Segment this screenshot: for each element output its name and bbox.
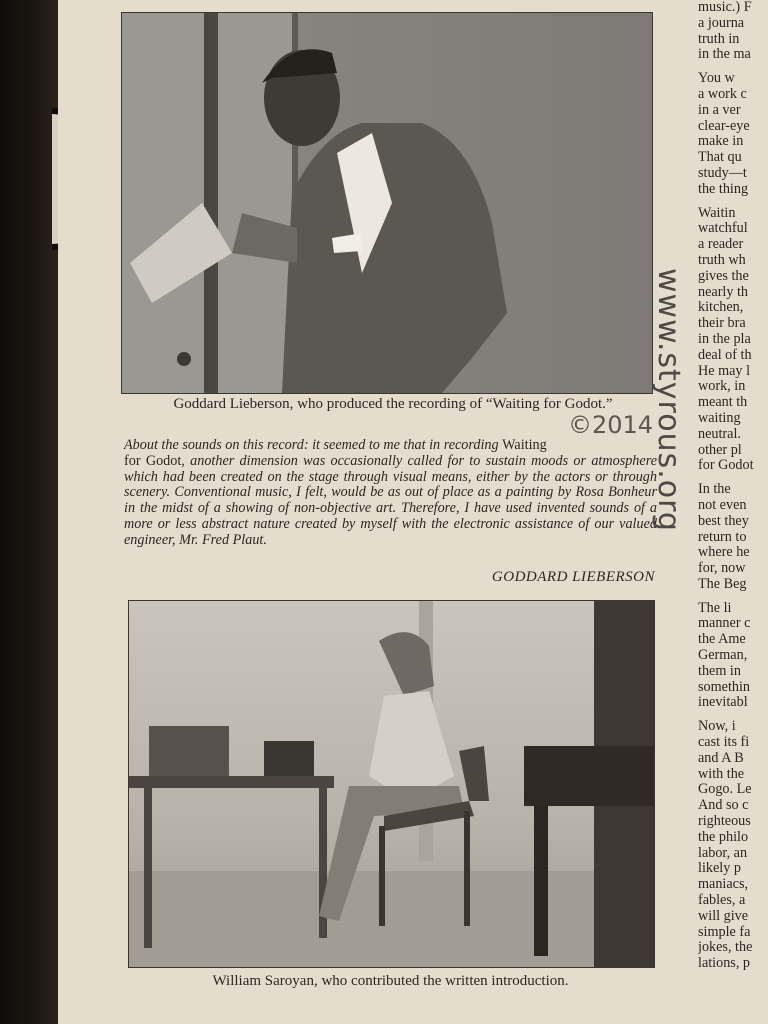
right-column-line: maniacs, <box>698 876 749 893</box>
right-column-line: neutral. <box>698 425 741 442</box>
right-column-line: music.) F <box>698 0 752 15</box>
right-column-line: best they <box>698 512 749 529</box>
photo-william-saroyan <box>128 600 655 968</box>
right-column-line: in the pla <box>698 330 751 347</box>
right-column-line: The Beg <box>698 575 747 592</box>
right-column-line: inevitabl <box>698 694 748 711</box>
right-column-line: for, now <box>698 560 746 577</box>
right-column-line: German, <box>698 647 748 664</box>
right-column-line: a journa <box>698 14 745 31</box>
note-text-1: About the sounds on this record: it seemed to me that in recording <box>124 437 503 453</box>
watermark-copyright: ©2014 <box>568 411 654 439</box>
note-title-a: Waiting <box>502 437 547 453</box>
right-column-line: The li <box>698 599 732 616</box>
right-column-line: watchful <box>698 220 748 237</box>
right-column-line: righteous <box>698 813 751 830</box>
right-column-line: Now, i <box>698 718 736 735</box>
sounds-note <box>124 438 657 549</box>
right-column-line: work, in <box>698 378 746 395</box>
right-column-line: where he <box>698 544 750 561</box>
right-column-line: jokes, the <box>698 939 753 956</box>
note-signature: GODDARD LIEBERSON <box>491 569 655 585</box>
right-column-line: truth wh <box>698 251 746 268</box>
right-column-line: and A B <box>698 749 744 766</box>
right-column-line: cast its fi <box>698 734 750 751</box>
photo1-caption: Goddard Lieberson, who produced the recording of “Waiting for Godot.” <box>173 396 613 412</box>
right-column-line: a reader <box>698 236 744 253</box>
note-title-b: for Godot, <box>124 452 185 469</box>
photo-goddard-lieberson <box>121 12 653 394</box>
right-column-line: for Godot <box>698 457 754 474</box>
right-column-line: nearly th <box>698 283 749 300</box>
right-column-line: the thing <box>698 180 749 197</box>
right-column-line: In the <box>698 481 731 498</box>
right-column-line: a work c <box>698 85 747 102</box>
right-column-line: make in <box>698 133 744 150</box>
right-column-line: other pl <box>698 441 742 458</box>
right-column-line: clear-eye <box>698 117 750 134</box>
right-column-line: the Ame <box>698 631 746 648</box>
right-column-line: Gogo. Le <box>698 781 752 798</box>
right-column-line: labor, an <box>698 844 748 861</box>
right-column-text <box>698 0 768 1024</box>
right-column-line: study—t <box>698 164 747 181</box>
right-column-line: likely p <box>698 860 741 877</box>
book-binding <box>0 0 58 1024</box>
right-column-line: manner c <box>698 615 751 632</box>
right-column-line: lations, p <box>698 955 751 972</box>
right-column-line: their bra <box>698 315 746 332</box>
right-column-line: waiting <box>698 409 741 426</box>
right-column-line: truth in <box>698 30 740 47</box>
right-column-line: fables, a <box>698 892 746 909</box>
right-column-line: with the <box>698 765 745 782</box>
watermark-url: www.styrous.org <box>651 268 686 532</box>
right-column-line: somethin <box>698 678 751 695</box>
right-column-line: You w <box>698 70 735 87</box>
right-column-line: That qu <box>698 149 742 166</box>
right-column-line: return to <box>698 528 747 545</box>
right-column-line: will give <box>698 907 749 924</box>
right-column-line: deal of th <box>698 346 752 363</box>
note-text-2: another dimension was occasionally called for to sustain moods or atmosphere which had been created on the stage through visual means, either by the actors or through scenery. Conventional music, I felt, would be as out of place as a painting by Rosa Bonheur in the midst of a showing of non-objective art. Therefore, I have used invented sounds of a more or less abstract nature created by myself with the electronic assistance of our valued engineer, Mr. Fred Plaut. <box>124 452 657 548</box>
right-column-line: simple fa <box>698 923 751 940</box>
right-column-line: He may l <box>698 362 751 379</box>
right-column-line: the philo <box>698 828 749 845</box>
right-column-line: gives the <box>698 267 749 284</box>
photo2-caption: William Saroyan, who contributed the written introduction. <box>212 973 569 989</box>
right-column-line: Waitin <box>698 204 736 221</box>
right-column-line: And so c <box>698 797 749 814</box>
right-column-line: in a ver <box>698 101 741 118</box>
right-column-line: in the ma <box>698 46 751 63</box>
right-column-line: them in <box>698 662 741 679</box>
right-column-line: kitchen, <box>698 299 744 316</box>
document-page <box>58 0 768 1024</box>
right-column-line: not even <box>698 496 747 513</box>
right-column-line: meant th <box>698 394 748 411</box>
